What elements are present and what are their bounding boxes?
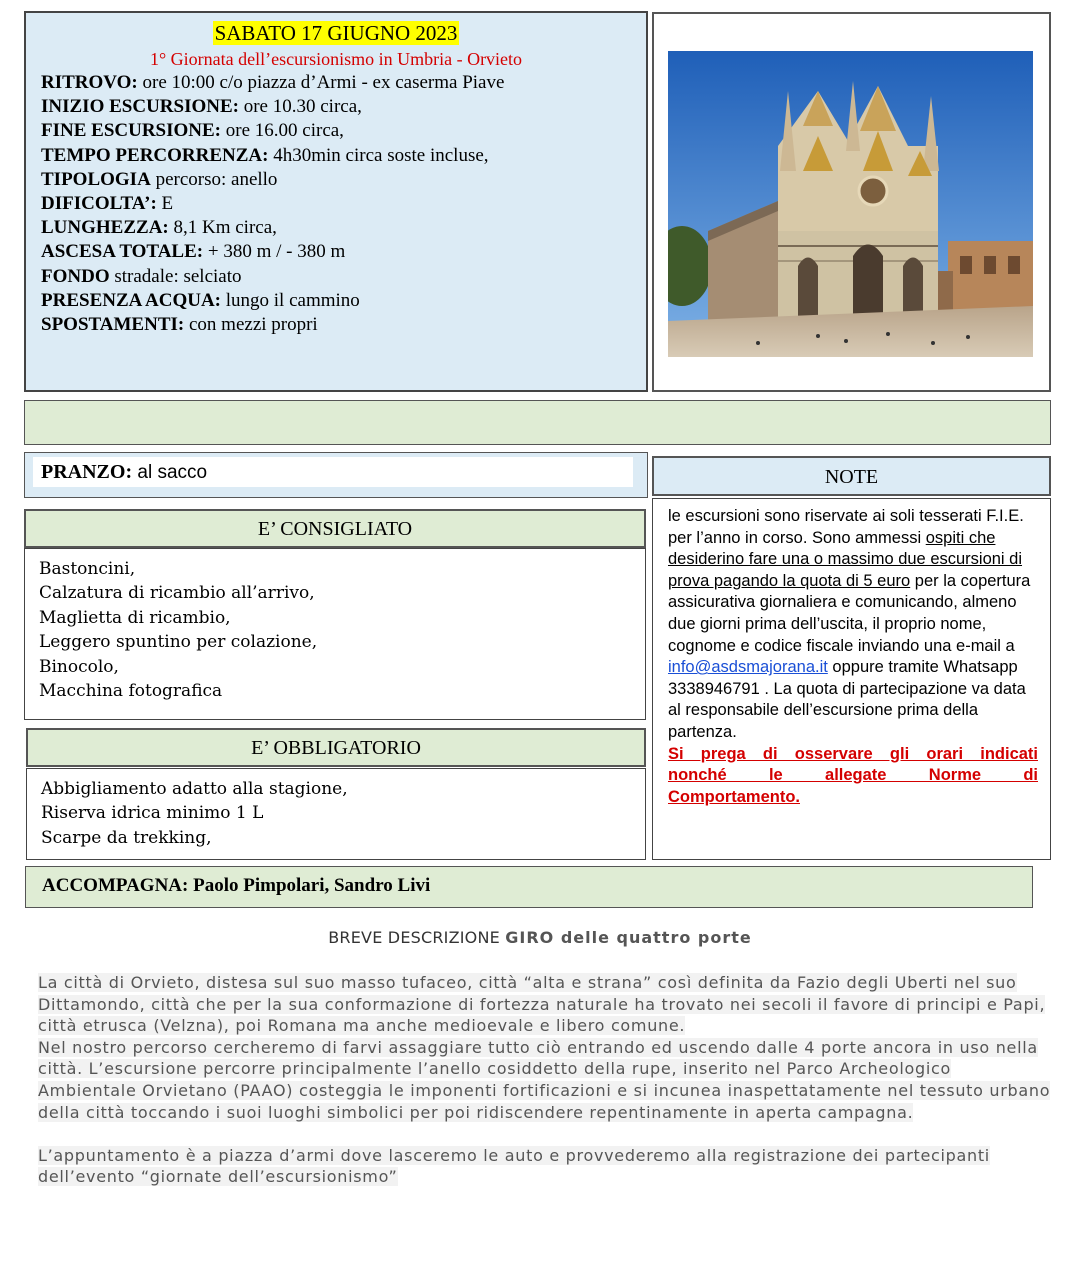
detail-row: ASCESA TOTALE: + 380 m / - 380 m [41,241,346,263]
notes-warning: Si prega di osservare gli orari indicati [668,744,1038,763]
list-item: Calzatura di ricambio all’arrivo, [39,583,315,604]
recommended-list [24,548,646,720]
notes-warning: nonché le allegate Norme di [668,766,1038,785]
list-item: Binocolo, [39,656,119,677]
separator-band [24,400,1051,445]
detail-row: PRESENZA ACQUA: lungo il cammino [41,289,360,311]
detail-row: FONDO stradale: selciato [41,265,242,287]
detail-row: DIFICOLTA’: E [41,193,174,215]
detail-row: LUNGHEZZA: 8,1 Km circa, [41,217,277,239]
event-date: SABATO 17 GIUGNO 2023 [214,21,458,45]
detail-row: RITROVO: ore 10:00 c/o piazza d’Armi - ex caserma Piave [41,72,505,93]
detail-row: SPOSTAMENTI: con mezzi propri [41,314,318,336]
event-subtitle: 1° Giornata dell’escursionismo in Umbria - Orvieto [149,49,523,69]
mandatory-header: E’ OBBLIGATORIO [26,728,646,767]
list-item: Bastoncini, [39,559,136,579]
notes-warning: Comportamento. [668,787,800,806]
photo-frame [652,12,1051,392]
notes-body [652,498,1051,860]
list-item: Riserva idrica minimo 1 L [41,803,264,824]
notes-header: NOTE [652,456,1051,496]
description-paragraph: Nel nostro percorso cercheremo di farvi assaggiare tutto ciò entrando ed uscendo dalle 4 porte ancora in uso nella città. L’escursione percorre principalmente l’anello cosiddetto della rupe, inserito nel Parco Archeologico Ambientale Orvietano (PAAO) costeggia le imponenti fortificazioni e si incunea inaspettatamente nel tessuto urbano della città toccando i suoi luoghi simbolici per poi ridiscendere repentinamente in aperta campagna. [38,1037,1051,1122]
detail-row: TIPOLOGIA percorso: anello [41,168,278,190]
notes-guest-info: ospiti che desiderino fare una o massimo due escursioni di prova pagando la quota di 5 euro [668,528,1023,590]
guides-panel [25,866,1033,908]
detail-row: TEMPO PERCORRENZA: 4h30min circa soste incluse, [41,144,489,166]
orvieto-cathedral-photo [668,51,1033,357]
description-paragraph: La città di Orvieto, distesa sul suo masso tufaceo, città “alta e strana” così definita da Fazio degli Uberti nel suo Dittamondo, città che per la sua conformazione di fortezza naturale ha trovato nei secoli il favore di principi e Papi, città etrusca (Velzna), poi Romana ma anche medioevale e libero comune. [38,973,1046,1036]
list-item: Leggero spuntino per colazione, [39,632,318,653]
description-body [38,972,1054,1188]
event-info-panel [24,11,648,392]
list-item: Scarpe da trekking, [41,827,212,848]
recommended-header: E’ CONSIGLIATO [24,509,646,548]
list-item: Macchina fotografica [39,681,223,702]
event-details [41,71,504,337]
list-item: Abbigliamento adatto alla stagione, [41,779,348,799]
guides-text: ACCOMPAGNA: Paolo Pimpolari, Sandro Livi [42,875,431,896]
email-link[interactable]: info@asdsmajorana.it [668,658,828,677]
detail-row: INIZIO ESCURSIONE: ore 10.30 circa, [41,96,362,118]
mandatory-list [26,768,646,860]
notes-text: le escursioni sono riservate ai soli tesserati F.I.E. per l’anno in corso. Sono ammessi [668,507,1024,547]
detail-row: FINE ESCURSIONE: ore 16.00 circa, [41,120,344,142]
description-paragraph: L’appuntamento è a piazza d’armi dove lasceremo le auto e provvederemo alla registrazione dei partecipanti dell’evento “giornate dell’escursionismo” [38,1145,990,1187]
description-title: BREVE DESCRIZIONE GIRO delle quattro porte [328,928,752,947]
lunch-panel [24,452,648,498]
list-item: Maglietta di ricambio, [39,607,231,628]
notes-text: oppure tramite Whatsapp 3338946791 . La quota di partecipazione va data al responsabile dell’escursione prima della partenza. [668,658,1026,741]
notes-text: per la copertura assicurativa giornaliera e comunicando, almeno due giorni prima dell’uscita, il proprio nome, cognome e codice fiscale inviando una e-mail a [668,571,1031,655]
lunch-info: PRANZO: al sacco [33,457,633,487]
